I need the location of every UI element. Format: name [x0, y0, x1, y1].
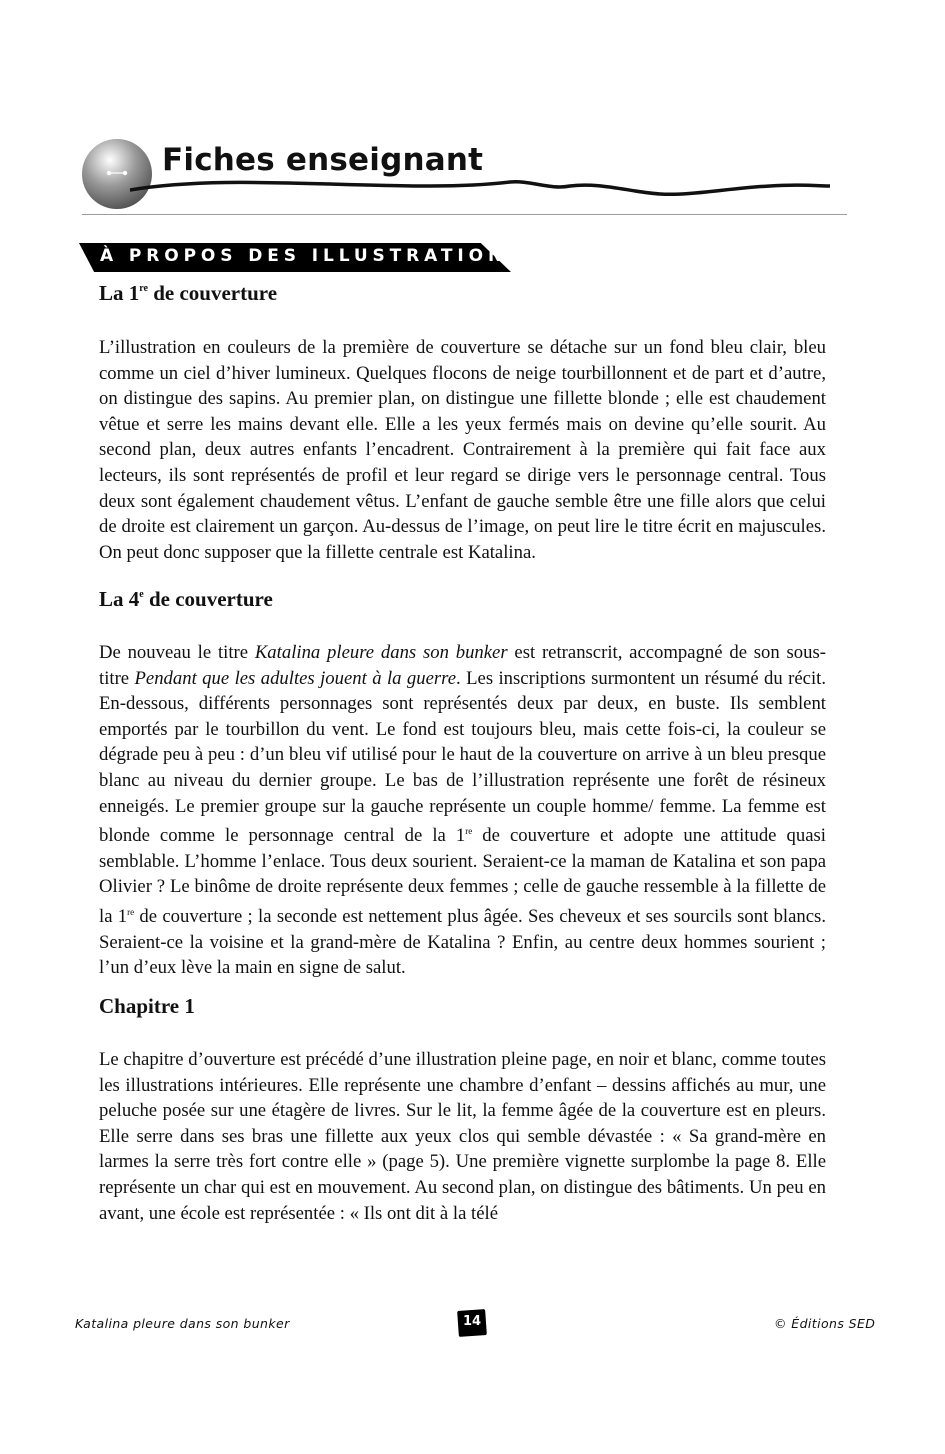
- section-banner-label: À PROPOS DES ILLUSTRATIONS: [100, 246, 525, 266]
- page-number: 14: [462, 1314, 482, 1329]
- paragraph-first-cover: L’illustration en couleurs de la première de couverture se détache sur un fond bleu clair, bleu comme un ciel d’hiver lumineux. Quelques flocons de neige tourbillonnent et de part et d’autre, on distingue des sapins. Au premier plan, on distingue une fillette blonde ; elle est chaudement vêtue et serre les mains devant elle. Elle a les yeux fermés mais on devine qu’elle sourit. Au second plan, deux autres enfants l’encadrent. Contrairement à la première qui fait face aux lecteurs, ils sont représentés de profil et leur regard se dirige vers le personnage central. Tous deux sont également chaudement vêtus. L’enfant de gauche semble être une fille alors que celui de droite est clairement un garçon. Au-dessus de l’image, on peut lire le titre écrit en majuscules. On peut donc supposer que la fillette centrale est Katalina.: [99, 337, 826, 563]
- heading-chapter-1: Chapitre 1: [99, 994, 195, 1018]
- footer-book-title: Katalina pleure dans son bunker: [75, 1316, 290, 1331]
- footer-publisher: © Éditions SED: [774, 1316, 876, 1331]
- wavy-underline-decoration: [130, 176, 830, 200]
- page-title: Fiches enseignant: [162, 142, 484, 178]
- heading-fourth-cover: La 4e de couverture: [99, 587, 273, 611]
- dots-icon: [106, 170, 128, 176]
- paragraph-chapter-1: Le chapitre d’ouverture est précédé d’une illustration pleine page, en noir et blanc, comme toutes les illustrations intérieures. Elle représente une chambre d’enfant – dessins affichés au mur, une peluche posée sur une étagère de livres. Sur le lit, la femme âgée de la couverture est en pleurs. Elle serre dans ses bras une fillette aux yeux clos qui semble dévastée : « Sa grand-mère en larmes la serre très fort contre elle » (page 5). Une première vignette surplombe la page 8. Elle représente un char qui est en mouvement. Au second plan, on distingue des bâtiments. Un peu en avant, une école est représentée : « Ils ont dit à la télé: [99, 1049, 826, 1224]
- subtitle-italic: Pendant que les adultes jouent à la guerre: [134, 667, 457, 689]
- paragraph-fourth-cover: De nouveau le titre Katalina pleure dans son bunker est retranscrit, accompagné de son sous-titre Pendant que les adultes jouent à la guerre. Les inscriptions surmontent un résumé du récit. En-dessous, différents personnages sont représentés deux par deux, en buste. Ils semblent emportés par le tourbillon du vent. Le fond est toujours bleu, mais cette fois-ci, la couleur se dégrade peu à peu : d’un bleu vif utilisé pour le haut de la couverture on arrive à un bleu presque blanc au niveau du dernier groupe. Le bas de l’illustration représente une forêt de résineux enneigés. Le premier groupe sur la gauche représente un couple homme/ femme. La femme est blonde comme le personnage central de la 1re de couverture et adopte une attitude quasi semblable. L’homme l’enlace. Tous deux sourient. Seraient-ce la maman de Katalina et son papa Olivier ? Le binôme de droite représente deux femmes ; celle de gauche ressemble à la fillette de la 1re de couverture ; la seconde est nettement plus âgée. Ses cheveux et ses sourcils sont blancs. Seraient-ce la voisine et la grand-mère de Katalina ? Enfin, au centre deux hommes sourient ; l’un d’eux lève la main en signe de salut.: [99, 642, 826, 979]
- book-title-italic: Katalina pleure dans son bunker: [254, 642, 508, 663]
- heading-first-cover: La 1re de couverture: [99, 281, 278, 305]
- header-rule: [82, 214, 847, 215]
